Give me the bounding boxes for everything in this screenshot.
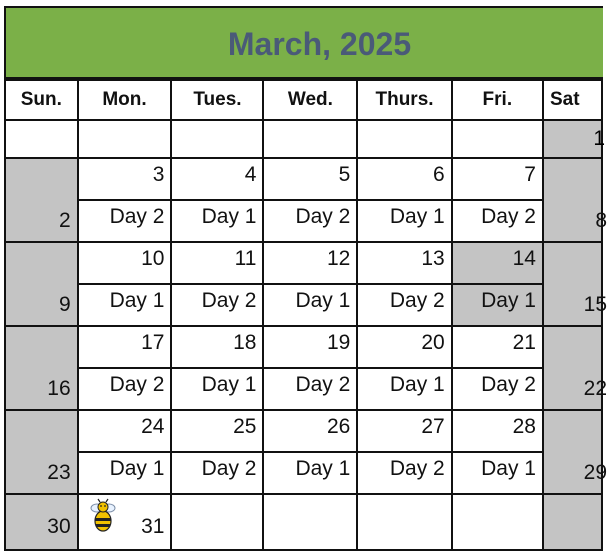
rotation-day-label: Day 1 xyxy=(389,205,445,228)
date-number: 26 xyxy=(326,415,351,438)
weekday-sat: Sat xyxy=(543,80,602,120)
date-number: 23 xyxy=(47,461,71,484)
date-number: 28 xyxy=(512,415,536,438)
day-cell-wed xyxy=(263,410,357,494)
day-cell-tue xyxy=(171,410,263,494)
cell-divider xyxy=(453,283,542,285)
date-number: 25 xyxy=(233,415,257,438)
cell-divider xyxy=(172,451,262,453)
cell-divider xyxy=(79,451,171,453)
weekday-fri: Fri. xyxy=(452,80,543,120)
rotation-day-label: Day 1 xyxy=(389,373,445,396)
weekday-sun: Sun. xyxy=(5,80,78,120)
week-row-last xyxy=(5,494,602,550)
day-cell-sat xyxy=(543,120,605,158)
date-number: 17 xyxy=(141,331,165,354)
rotation-day-label: Day 2 xyxy=(109,205,165,228)
bee-icon xyxy=(87,499,119,533)
day-cell-wed xyxy=(263,158,357,242)
day-cell-sat xyxy=(543,158,607,242)
day-cell-empty xyxy=(357,494,451,550)
cell-divider xyxy=(79,283,171,285)
day-cell-mon xyxy=(78,410,172,494)
cell-divider xyxy=(358,367,450,369)
cell-divider xyxy=(358,283,450,285)
day-cell-empty xyxy=(171,494,263,550)
day-cell-mon xyxy=(78,326,172,410)
date-number: 29 xyxy=(583,461,607,484)
rotation-day-label: Day 1 xyxy=(201,373,257,396)
date-number: 27 xyxy=(421,415,445,438)
day-cell-sat xyxy=(543,410,607,494)
cell-divider xyxy=(453,451,542,453)
week-row xyxy=(5,326,602,410)
day-cell-thu xyxy=(357,242,451,326)
date-number: 21 xyxy=(512,331,536,354)
cell-divider xyxy=(172,283,262,285)
day-cell-sun xyxy=(5,410,78,494)
rotation-day-label: Day 2 xyxy=(201,289,257,312)
date-number: 9 xyxy=(58,293,71,316)
cell-divider xyxy=(264,283,356,285)
weekday-wed: Wed. xyxy=(263,80,357,120)
rotation-day-label: Day 1 xyxy=(481,457,536,480)
date-number: 30 xyxy=(47,515,71,538)
day-cell-tue xyxy=(171,242,263,326)
week-row xyxy=(5,242,602,326)
rotation-day-label: Day 2 xyxy=(295,373,351,396)
date-number: 6 xyxy=(433,163,445,186)
rotation-day-label: Day 2 xyxy=(389,457,445,480)
month-header xyxy=(4,6,603,79)
date-number: 2 xyxy=(58,209,71,232)
date-number: 20 xyxy=(421,331,445,354)
day-cell-sun xyxy=(5,326,78,410)
date-number: 10 xyxy=(141,247,165,270)
day-cell-thu xyxy=(357,410,451,494)
date-number: 22 xyxy=(583,377,607,400)
rotation-day-label: Day 2 xyxy=(201,457,257,480)
day-cell-mon xyxy=(78,158,172,242)
day-cell-tue xyxy=(171,326,263,410)
date-number: 31 xyxy=(141,515,165,538)
date-number: 12 xyxy=(326,247,351,270)
week-row xyxy=(5,410,602,494)
rotation-day-label: Day 1 xyxy=(109,457,165,480)
cell-divider xyxy=(453,367,542,369)
day-cell-fri xyxy=(452,410,543,494)
day-cell-wed xyxy=(263,326,357,410)
rotation-day-label: Day 1 xyxy=(481,289,536,312)
day-cell-empty xyxy=(263,494,357,550)
day-cell-empty xyxy=(78,120,172,158)
cell-divider xyxy=(358,451,450,453)
date-number: 8 xyxy=(595,209,607,232)
day-cell-empty xyxy=(171,120,263,158)
day-cell-sun xyxy=(5,242,78,326)
cell-divider xyxy=(453,199,542,201)
day-cell-sat xyxy=(543,242,607,326)
rotation-day-label: Day 2 xyxy=(295,205,351,228)
weekday-header-row xyxy=(5,80,602,120)
cell-divider xyxy=(264,451,356,453)
rotation-day-label: Day 1 xyxy=(201,205,257,228)
day-cell-mon xyxy=(78,242,172,326)
rotation-day-label: Day 2 xyxy=(481,205,536,228)
date-number: 3 xyxy=(152,163,165,186)
date-number: 7 xyxy=(524,163,536,186)
weekday-thu: Thurs. xyxy=(357,80,451,120)
date-number: 24 xyxy=(141,415,165,438)
weekday-mon: Mon. xyxy=(78,80,172,120)
cell-divider xyxy=(172,199,262,201)
day-cell-thu xyxy=(357,326,451,410)
day-cell-sat xyxy=(543,326,607,410)
rotation-day-label: Day 2 xyxy=(389,289,445,312)
cell-divider xyxy=(79,199,171,201)
day-cell-empty xyxy=(263,120,357,158)
day-cell-empty xyxy=(5,120,78,158)
cell-divider xyxy=(264,199,356,201)
rotation-day-label: Day 2 xyxy=(481,373,536,396)
cell-divider xyxy=(79,367,171,369)
rotation-day-label: Day 1 xyxy=(295,457,351,480)
date-number: 14 xyxy=(512,247,536,270)
date-number: 16 xyxy=(47,377,71,400)
month-title: March, 2025 xyxy=(227,26,412,62)
day-cell-fri xyxy=(452,242,543,326)
weekday-tue: Tues. xyxy=(171,80,263,120)
day-cell-tue xyxy=(171,158,263,242)
date-number: 4 xyxy=(244,163,257,186)
date-number: 13 xyxy=(421,247,445,270)
date-number: 19 xyxy=(326,331,351,354)
date-number: 18 xyxy=(233,331,257,354)
day-cell-fri xyxy=(452,158,543,242)
date-number: 15 xyxy=(583,293,607,316)
day-cell-empty xyxy=(357,120,451,158)
day-cell-wed xyxy=(263,242,357,326)
week-row-0 xyxy=(5,120,602,158)
calendar-grid xyxy=(4,79,607,551)
rotation-day-label: Day 1 xyxy=(109,289,165,312)
day-cell-sat xyxy=(543,494,602,550)
date-number: 5 xyxy=(338,163,351,186)
day-cell-mon xyxy=(78,494,172,550)
cell-divider xyxy=(358,199,450,201)
day-cell-fri xyxy=(452,326,543,410)
date-number: 11 xyxy=(234,247,257,270)
cell-divider xyxy=(264,367,356,369)
day-cell-empty xyxy=(452,494,543,550)
day-cell-sun xyxy=(5,158,78,242)
day-cell-empty xyxy=(452,120,543,158)
cell-divider xyxy=(172,367,262,369)
day-cell-sun xyxy=(5,494,78,550)
rotation-day-label: Day 2 xyxy=(109,373,165,396)
week-row xyxy=(5,158,602,242)
date-number: 1 xyxy=(593,127,605,150)
rotation-day-label: Day 1 xyxy=(295,289,351,312)
day-cell-thu xyxy=(357,158,451,242)
